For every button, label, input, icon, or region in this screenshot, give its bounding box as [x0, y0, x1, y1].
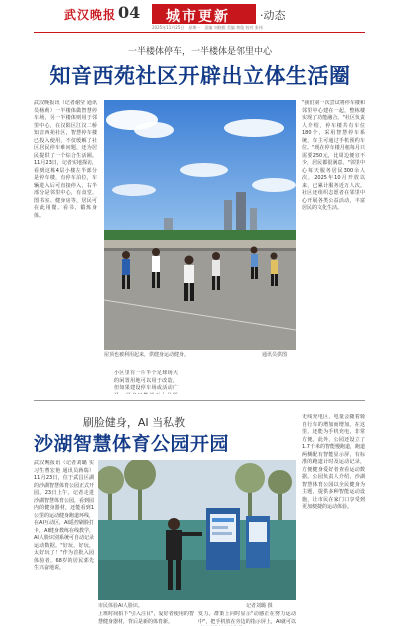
story1-photo-caption: 屋顶也被利用起来，供健身运动健身。: [104, 352, 190, 358]
story1-column-1: 武汉晚报讯（记者谢莹 通讯员杨莉）一半楼体做智慧停车场，另一半楼体则用于邻里中心，在汉阳区江汉二桥知音西苑社区，智慧停车楼已投入使用，不仅缓解了社区居民停车难问题，还为居民提供了一个综合生活圈。11月23日，记者实地探访，看到这栋4层小楼左半部分是停车楼，有停车泊位，车辆进入后可直接停入，右半部分是邻里中心，有食堂、图书室、健身房等，居民可在此用餐、看书、锻炼身体。: [34, 100, 97, 219]
story2-column-3: 发力。群策上同时显示"动感正在努力运动中"，把手机放在旁边的指示屏上，AI就可以: [198, 611, 296, 625]
rooftop-activity-photo: [104, 100, 296, 350]
newspaper-name: 武汉晚报: [64, 8, 117, 22]
story2-column-4: 无线充电区，电量会随着骑自行车的增加而增加。在这里，还能为手机充电，非常方便。此外，公园还设立了1.7千米的智能慢跑道，跑道两侧配有智能显示屏，有标准的跑道计时及运动记录，方便健身爱好者查看运动数据。公园负责人介绍，沙湖智慧体育公园以全民健身为主题，提供多种智能运动设施，让市民在家门口享受到更加便捷的运动体验。: [302, 414, 365, 510]
story1-column-4: "我们第一次尝试将停车楼和邻里中心建在一起，整栋楼实现了功能融合。"社区负责人介绍，停车楼共有车位180个，采用智慧停车系统，车主可通过手机预约车位。"现在停车楼月租每月只需要250元，比周边便宜不少，居民都很满意。"邻里中心每天服务居民300余人次，2025年10月开放以来，已累计服务近万人次。社区还组织志愿者在邻里中心开展各类公益活动，丰富居民的文化生活。: [302, 100, 365, 211]
story1-column-3: 小区里有一片半个足球场大的闲置用地可以用于改造，但如果建设停车场或活动广: [114, 370, 178, 391]
story2-column-2: 上班时间拍下"引入注目"，爱好者使用的智慧健身器材，背后是新的体育新。: [98, 611, 194, 625]
story2-column-1: 武汉晚报讯（记者刘璐 实习生曹宏艳 通讯员蒋瑞）11月23日，位于武昌区湖的沙湖智慧体育公园正式开园。23日上午，记者走进沙湖智慧体育公园，看到园内的健身器材，还能看到1公里的运动健身跑道环线，在AI互动区，AI遥控刷脸打卡，AI健身教练在线教学，AI人脸识别系统可自动记录运动数据。"好玩，好玩，太好玩了！"作为首批入园体验者，68岁的居民郭先生兴奋地说。: [34, 460, 94, 571]
story2-photo: [98, 460, 296, 600]
story2-photo-caption: 市民体验AI人脸识。: [98, 603, 143, 609]
page-number: 04: [118, 3, 141, 22]
park-ai-kiosk-photo: [98, 460, 296, 600]
story2-photo-credit: 记者刘璐 摄: [246, 603, 273, 609]
story2-headline: 沙湖智慧体育公园开园: [34, 433, 230, 455]
story1-headline: 知音西苑社区开辟出立体生活圈: [49, 64, 351, 88]
story1-column-3-cont: [180, 370, 296, 394]
masthead: [0, 0, 400, 28]
story2-kicker: 刷脸健身，AI 当私教: [82, 416, 186, 429]
masthead-rule: [34, 32, 365, 33]
story1-photo-credit: 通讯员供图: [262, 352, 288, 358]
story1-kicker: 一半楼体停车，一半楼体是邻里中心: [127, 47, 272, 57]
story1-photo: [104, 100, 296, 350]
edition-meta: 2025年11月25日 星期一 责编 刘晓雅 美编 黄俊 校对 张伟: [152, 25, 263, 30]
story-divider: [34, 400, 365, 401]
section-subtitle: ·动态: [260, 9, 286, 22]
section-title: 城市更新: [166, 9, 230, 25]
